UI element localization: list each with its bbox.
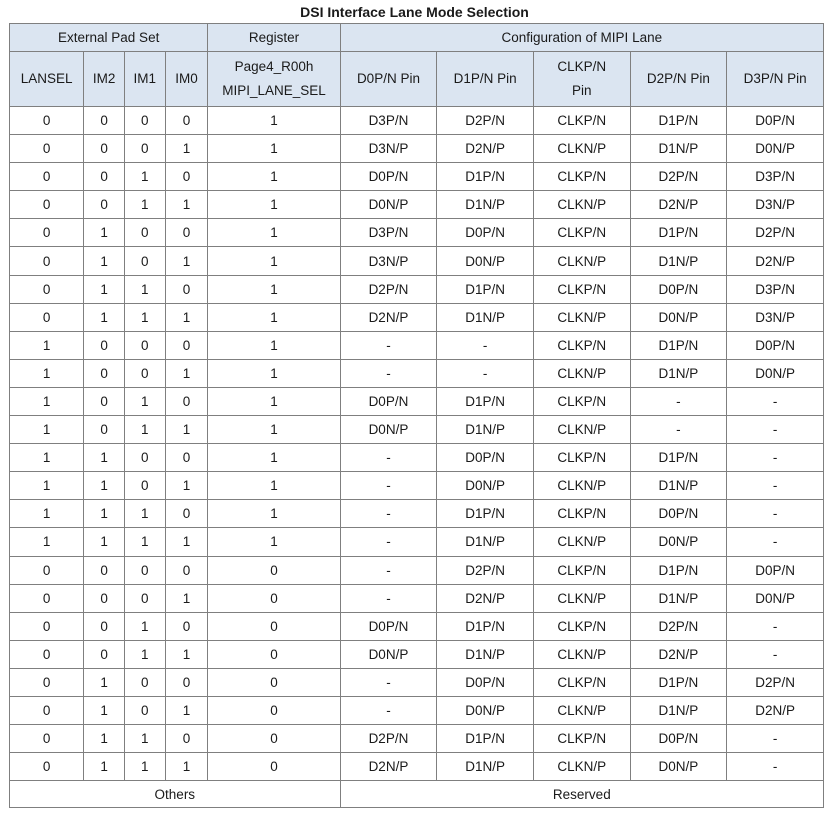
d0-pin-cell: D0P/N [340, 387, 437, 415]
d3-pin-cell: - [727, 387, 824, 415]
d3-pin-cell: D2P/N [727, 219, 824, 247]
d2-pin-cell: D1N/P [630, 584, 727, 612]
im0-cell: 1 [165, 191, 208, 219]
table-row [10, 331, 824, 359]
d0-pin-header: D0P/N Pin [340, 52, 437, 107]
mipi-lane-config-header: Configuration of MIPI Lane [340, 24, 823, 52]
im1-cell: 0 [124, 247, 165, 275]
im2-cell: 0 [84, 584, 125, 612]
table-row [10, 668, 824, 696]
im1-cell: 1 [124, 163, 165, 191]
im0-cell: 0 [165, 668, 208, 696]
d2-pin-cell: D0N/P [630, 753, 727, 781]
im2-cell: 1 [84, 528, 125, 556]
others-cell: Others [10, 781, 341, 808]
group-header-row [10, 24, 824, 52]
d2-pin-cell: D1N/P [630, 135, 727, 163]
d1-pin-cell: D1P/N [437, 612, 534, 640]
clk-pin-cell: CLKN/P [533, 584, 630, 612]
external-pad-set-header: External Pad Set [10, 24, 208, 52]
table-row [10, 135, 824, 163]
im1-cell: 0 [124, 472, 165, 500]
clk-pin-cell: CLKN/P [533, 359, 630, 387]
im1-cell: 0 [124, 444, 165, 472]
lansel-cell: 1 [10, 387, 84, 415]
d3-pin-cell: - [727, 753, 824, 781]
im2-cell: 1 [84, 753, 125, 781]
d0-pin-cell: D3P/N [340, 107, 437, 135]
im1-cell: 0 [124, 219, 165, 247]
mipi-lane-sel-cell: 1 [208, 444, 340, 472]
d3-pin-cell: - [727, 444, 824, 472]
lansel-cell: 0 [10, 275, 84, 303]
d0-pin-cell: - [340, 696, 437, 724]
d0-pin-cell: - [340, 556, 437, 584]
im1-cell: 0 [124, 359, 165, 387]
table-row [10, 528, 824, 556]
d2-pin-cell: D0N/P [630, 528, 727, 556]
d3-pin-cell: D2P/N [727, 668, 824, 696]
d1-pin-cell: D2N/P [437, 135, 534, 163]
clk-pin-cell: CLKP/N [533, 556, 630, 584]
clk-pin-cell: CLKP/N [533, 275, 630, 303]
d1-pin-cell: D2P/N [437, 107, 534, 135]
mipi-lane-sel-cell: 1 [208, 331, 340, 359]
d2-pin-cell: D1P/N [630, 107, 727, 135]
d3-pin-cell: D2N/P [727, 696, 824, 724]
clk-pin-cell: CLKP/N [533, 219, 630, 247]
im2-cell: 1 [84, 303, 125, 331]
im2-cell: 1 [84, 444, 125, 472]
lansel-cell: 1 [10, 500, 84, 528]
table-row [10, 725, 824, 753]
table-row [10, 584, 824, 612]
d0-pin-cell: D3N/P [340, 135, 437, 163]
mipi-lane-sel-cell: 1 [208, 500, 340, 528]
clk-pin-cell: CLKN/P [533, 303, 630, 331]
d3-pin-header: D3P/N Pin [727, 52, 824, 107]
table-row [10, 303, 824, 331]
register-name-line1: Page4_R00h [234, 59, 314, 74]
d1-pin-cell: D1P/N [437, 387, 534, 415]
d3-pin-cell: - [727, 640, 824, 668]
d2-pin-cell: D2P/N [630, 612, 727, 640]
im0-cell: 1 [165, 696, 208, 724]
im0-cell: 1 [165, 135, 208, 163]
d1-pin-cell: D0N/P [437, 247, 534, 275]
im0-cell: 1 [165, 359, 208, 387]
im0-cell: 0 [165, 219, 208, 247]
clk-pin-cell: CLKN/P [533, 753, 630, 781]
d1-pin-cell: D2N/P [437, 584, 534, 612]
d1-pin-cell: D0P/N [437, 444, 534, 472]
d2-pin-cell: D0N/P [630, 303, 727, 331]
lansel-cell: 1 [10, 528, 84, 556]
lansel-cell: 1 [10, 472, 84, 500]
mipi-lane-sel-cell: 1 [208, 359, 340, 387]
d3-pin-cell: D0P/N [727, 556, 824, 584]
d2-pin-cell: D1N/P [630, 696, 727, 724]
clk-pin-cell: CLKP/N [533, 500, 630, 528]
im2-cell: 0 [84, 163, 125, 191]
table-row [10, 191, 824, 219]
mipi-lane-sel-cell: 0 [208, 668, 340, 696]
clk-pin-cell: CLKN/P [533, 247, 630, 275]
im1-cell: 1 [124, 416, 165, 444]
lansel-cell: 0 [10, 303, 84, 331]
im2-cell: 1 [84, 725, 125, 753]
d3-pin-cell: D0N/P [727, 359, 824, 387]
lansel-cell: 1 [10, 444, 84, 472]
im1-cell: 1 [124, 387, 165, 415]
im1-cell: 1 [124, 275, 165, 303]
lansel-cell: 1 [10, 416, 84, 444]
table-row [10, 163, 824, 191]
im2-cell: 0 [84, 556, 125, 584]
lansel-cell: 0 [10, 219, 84, 247]
table-row [10, 107, 824, 135]
table-row [10, 275, 824, 303]
d3-pin-cell: D3P/N [727, 275, 824, 303]
d3-pin-cell: D0N/P [727, 135, 824, 163]
d2-pin-cell: D1N/P [630, 247, 727, 275]
clk-pin-cell: CLKP/N [533, 725, 630, 753]
mipi-lane-sel-cell: 0 [208, 725, 340, 753]
lansel-cell: 0 [10, 753, 84, 781]
lansel-header: LANSEL [10, 52, 84, 107]
im1-cell: 1 [124, 191, 165, 219]
im0-cell: 0 [165, 107, 208, 135]
lansel-cell: 0 [10, 556, 84, 584]
im1-cell: 0 [124, 556, 165, 584]
im0-cell: 1 [165, 472, 208, 500]
im2-cell: 0 [84, 612, 125, 640]
d0-pin-cell: - [340, 500, 437, 528]
d2-pin-cell: D2N/P [630, 191, 727, 219]
lansel-cell: 1 [10, 359, 84, 387]
im1-cell: 1 [124, 725, 165, 753]
d2-pin-cell: D0P/N [630, 725, 727, 753]
im0-cell: 0 [165, 500, 208, 528]
mipi-lane-sel-cell: 1 [208, 219, 340, 247]
clk-pin-cell: CLKP/N [533, 444, 630, 472]
d0-pin-cell: D3P/N [340, 219, 437, 247]
im2-cell: 0 [84, 107, 125, 135]
im1-cell: 1 [124, 753, 165, 781]
d2-pin-cell: D2P/N [630, 163, 727, 191]
table-row [10, 416, 824, 444]
im2-cell: 0 [84, 640, 125, 668]
d3-pin-cell: - [727, 528, 824, 556]
lane-mode-table [9, 23, 824, 808]
table-row [10, 640, 824, 668]
mipi-lane-sel-cell: 0 [208, 556, 340, 584]
reserved-cell: Reserved [340, 781, 823, 808]
lansel-cell: 0 [10, 163, 84, 191]
mipi-lane-sel-cell: 0 [208, 753, 340, 781]
register-header: Register [208, 24, 340, 52]
table-row [10, 359, 824, 387]
table-row [10, 387, 824, 415]
d1-pin-cell: D0P/N [437, 219, 534, 247]
mipi-lane-sel-cell: 0 [208, 584, 340, 612]
d0-pin-cell: D0N/P [340, 416, 437, 444]
clk-pin-header-line2: Pin [572, 83, 592, 98]
d1-pin-cell: D0N/P [437, 696, 534, 724]
im1-cell: 0 [124, 107, 165, 135]
d2-pin-cell: D1P/N [630, 556, 727, 584]
clk-pin-cell: CLKN/P [533, 191, 630, 219]
lansel-cell: 0 [10, 612, 84, 640]
d3-pin-cell: D3N/P [727, 191, 824, 219]
im1-cell: 1 [124, 528, 165, 556]
clk-pin-cell: CLKN/P [533, 696, 630, 724]
column-header-row [10, 52, 824, 107]
d1-pin-cell: D0P/N [437, 668, 534, 696]
d3-pin-cell: - [727, 472, 824, 500]
d0-pin-cell: - [340, 668, 437, 696]
im1-cell: 1 [124, 612, 165, 640]
d0-pin-cell: - [340, 528, 437, 556]
d1-pin-cell: D1N/P [437, 303, 534, 331]
im1-cell: 0 [124, 696, 165, 724]
d1-pin-cell: D1P/N [437, 163, 534, 191]
im1-cell: 0 [124, 135, 165, 163]
im2-cell: 1 [84, 500, 125, 528]
clk-pin-cell: CLKP/N [533, 612, 630, 640]
im2-cell: 0 [84, 359, 125, 387]
d2-pin-cell: D1P/N [630, 331, 727, 359]
d1-pin-cell: - [437, 331, 534, 359]
register-name-line2: MIPI_LANE_SEL [222, 83, 326, 98]
clk-pin-cell: CLKN/P [533, 135, 630, 163]
im0-cell: 0 [165, 163, 208, 191]
im0-cell: 0 [165, 275, 208, 303]
im2-cell: 0 [84, 387, 125, 415]
d1-pin-cell: D1P/N [437, 725, 534, 753]
im2-cell: 0 [84, 191, 125, 219]
d1-pin-cell: D1N/P [437, 528, 534, 556]
im2-cell: 1 [84, 247, 125, 275]
mipi-lane-sel-cell: 1 [208, 107, 340, 135]
others-row [10, 781, 824, 808]
lansel-cell: 0 [10, 640, 84, 668]
clk-pin-cell: CLKN/P [533, 416, 630, 444]
clk-pin-cell: CLKN/P [533, 640, 630, 668]
mipi-lane-sel-cell: 0 [208, 640, 340, 668]
im1-header: IM1 [124, 52, 165, 107]
table-row [10, 472, 824, 500]
d3-pin-cell: D3P/N [727, 163, 824, 191]
table-row [10, 219, 824, 247]
im0-cell: 1 [165, 640, 208, 668]
lansel-cell: 0 [10, 696, 84, 724]
im2-header: IM2 [84, 52, 125, 107]
d3-pin-cell: - [727, 500, 824, 528]
clk-pin-header [533, 52, 630, 107]
table-row [10, 612, 824, 640]
mipi-lane-sel-cell: 0 [208, 612, 340, 640]
im1-cell: 1 [124, 640, 165, 668]
d2-pin-cell: - [630, 416, 727, 444]
mipi-lane-sel-cell: 1 [208, 528, 340, 556]
im0-cell: 0 [165, 556, 208, 584]
im2-cell: 0 [84, 135, 125, 163]
d2-pin-cell: D1N/P [630, 472, 727, 500]
d1-pin-cell: D1P/N [437, 275, 534, 303]
d0-pin-cell: D0N/P [340, 640, 437, 668]
d2-pin-cell: D0P/N [630, 275, 727, 303]
table-row [10, 247, 824, 275]
lansel-cell: 0 [10, 135, 84, 163]
im0-header: IM0 [165, 52, 208, 107]
clk-pin-cell: CLKN/P [533, 472, 630, 500]
mipi-lane-sel-cell: 0 [208, 696, 340, 724]
im2-cell: 1 [84, 696, 125, 724]
im0-cell: 0 [165, 725, 208, 753]
mipi-lane-sel-cell: 1 [208, 387, 340, 415]
im0-cell: 1 [165, 584, 208, 612]
d1-pin-cell: D0N/P [437, 472, 534, 500]
d2-pin-cell: D1N/P [630, 359, 727, 387]
im1-cell: 1 [124, 303, 165, 331]
d3-pin-cell: D0P/N [727, 331, 824, 359]
clk-pin-cell: CLKP/N [533, 387, 630, 415]
d0-pin-cell: - [340, 331, 437, 359]
clk-pin-cell: CLKN/P [533, 528, 630, 556]
table-row [10, 556, 824, 584]
d2-pin-cell: D1P/N [630, 668, 727, 696]
d0-pin-cell: D0P/N [340, 163, 437, 191]
d1-pin-cell: D1N/P [437, 640, 534, 668]
im1-cell: 0 [124, 331, 165, 359]
d3-pin-cell: - [727, 725, 824, 753]
im2-cell: 1 [84, 668, 125, 696]
d0-pin-cell: D2N/P [340, 753, 437, 781]
d2-pin-cell: D1P/N [630, 219, 727, 247]
lansel-cell: 0 [10, 584, 84, 612]
d1-pin-cell: D1N/P [437, 416, 534, 444]
d2-pin-cell: D2N/P [630, 640, 727, 668]
d1-pin-cell: D1P/N [437, 500, 534, 528]
mipi-lane-sel-cell: 1 [208, 416, 340, 444]
d3-pin-cell: D0N/P [727, 584, 824, 612]
table-row [10, 444, 824, 472]
im1-cell: 1 [124, 500, 165, 528]
table-body [10, 107, 824, 781]
table-title: DSI Interface Lane Mode Selection [300, 4, 529, 20]
d1-pin-cell: D1N/P [437, 191, 534, 219]
mipi-lane-sel-cell: 1 [208, 135, 340, 163]
register-name-header [208, 52, 340, 107]
mipi-lane-sel-cell: 1 [208, 191, 340, 219]
clk-pin-cell: CLKP/N [533, 331, 630, 359]
im0-cell: 1 [165, 416, 208, 444]
im0-cell: 0 [165, 612, 208, 640]
d0-pin-cell: D0P/N [340, 612, 437, 640]
im2-cell: 0 [84, 331, 125, 359]
d0-pin-cell: - [340, 444, 437, 472]
im2-cell: 1 [84, 219, 125, 247]
d2-pin-cell: D0P/N [630, 500, 727, 528]
lansel-cell: 0 [10, 725, 84, 753]
d0-pin-cell: - [340, 472, 437, 500]
table-row [10, 696, 824, 724]
im0-cell: 1 [165, 753, 208, 781]
lansel-cell: 0 [10, 668, 84, 696]
clk-pin-cell: CLKP/N [533, 163, 630, 191]
d0-pin-cell: - [340, 584, 437, 612]
table-row [10, 753, 824, 781]
d0-pin-cell: D2P/N [340, 275, 437, 303]
table-row [10, 500, 824, 528]
mipi-lane-sel-cell: 1 [208, 247, 340, 275]
im2-cell: 1 [84, 472, 125, 500]
d0-pin-cell: - [340, 359, 437, 387]
lansel-cell: 0 [10, 107, 84, 135]
d0-pin-cell: D2P/N [340, 725, 437, 753]
mipi-lane-sel-cell: 1 [208, 163, 340, 191]
lansel-cell: 1 [10, 331, 84, 359]
d0-pin-cell: D0N/P [340, 191, 437, 219]
lansel-cell: 0 [10, 191, 84, 219]
clk-pin-cell: CLKP/N [533, 107, 630, 135]
im0-cell: 0 [165, 331, 208, 359]
d0-pin-cell: D2N/P [340, 303, 437, 331]
d3-pin-cell: D2N/P [727, 247, 824, 275]
d2-pin-cell: D1P/N [630, 444, 727, 472]
im1-cell: 0 [124, 668, 165, 696]
d1-pin-cell: D2P/N [437, 556, 534, 584]
d3-pin-cell: D3N/P [727, 303, 824, 331]
im0-cell: 1 [165, 303, 208, 331]
clk-pin-header-line1: CLKP/N [557, 59, 607, 74]
d2-pin-cell: - [630, 387, 727, 415]
im2-cell: 1 [84, 275, 125, 303]
mipi-lane-sel-cell: 1 [208, 303, 340, 331]
d3-pin-cell: - [727, 416, 824, 444]
im0-cell: 0 [165, 387, 208, 415]
d0-pin-cell: D3N/P [340, 247, 437, 275]
d2-pin-header: D2P/N Pin [630, 52, 727, 107]
im1-cell: 0 [124, 584, 165, 612]
d3-pin-cell: - [727, 612, 824, 640]
d1-pin-header: D1P/N Pin [437, 52, 534, 107]
im0-cell: 1 [165, 528, 208, 556]
d1-pin-cell: - [437, 359, 534, 387]
d1-pin-cell: D1N/P [437, 753, 534, 781]
im2-cell: 0 [84, 416, 125, 444]
d3-pin-cell: D0P/N [727, 107, 824, 135]
im0-cell: 1 [165, 247, 208, 275]
lansel-cell: 0 [10, 247, 84, 275]
mipi-lane-sel-cell: 1 [208, 275, 340, 303]
im0-cell: 0 [165, 444, 208, 472]
clk-pin-cell: CLKP/N [533, 668, 630, 696]
mipi-lane-sel-cell: 1 [208, 472, 340, 500]
